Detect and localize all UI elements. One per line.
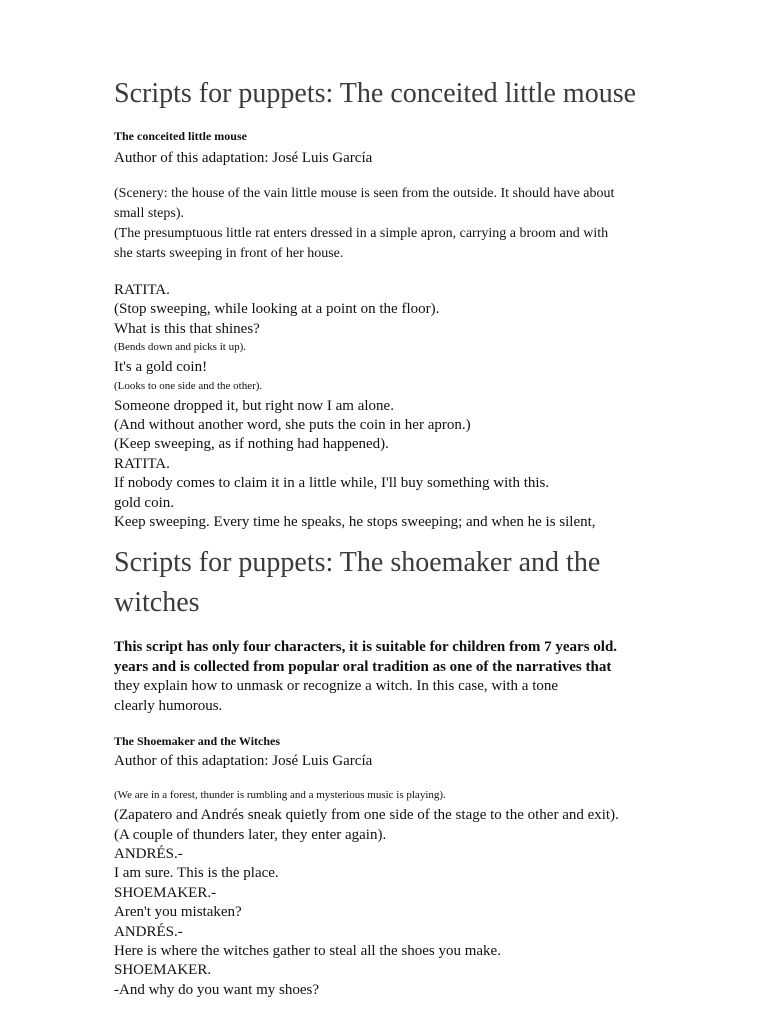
dialogue-line: It's a gold coin! bbox=[114, 359, 208, 376]
dialogue-line: RATITA. bbox=[114, 282, 170, 298]
stage-direction: (Bends down and picks it up). bbox=[114, 341, 246, 354]
dialogue-line: -And why do you want my shoes? bbox=[114, 981, 319, 998]
dialogue-line: ANDRÉS.- bbox=[114, 845, 183, 862]
stage-direction: (We are in a forest, thunder is rumbling and a mysterious music is playing). bbox=[114, 789, 446, 802]
author-line-mouse: Author of this adaptation: José Luis García bbox=[114, 150, 373, 166]
dialogue-line: What is this that shines? bbox=[114, 320, 260, 337]
dialogue-line: (Keep sweeping, as if nothing had happened). bbox=[114, 436, 389, 453]
dialogue-line: (And without another word, she puts the coin in her apron.) bbox=[114, 417, 471, 434]
section-title-shoemaker bbox=[114, 543, 654, 623]
dialogue-line: (Stop sweeping, while looking at a point on the floor). bbox=[114, 301, 440, 318]
section-title-line: witches bbox=[114, 587, 200, 619]
dialogue-line: (A couple of thunders later, they enter again). bbox=[114, 826, 387, 843]
stage-direction: (Looks to one side and the other). bbox=[114, 379, 263, 392]
scenery-paragraph bbox=[114, 184, 654, 224]
section-title-mouse: Scripts for puppets: The conceited little mouse bbox=[114, 78, 637, 109]
script-subtitle-shoemaker: The Shoemaker and the Witches bbox=[114, 734, 281, 749]
description-line: years and is collected from popular oral tradition as one of the narratives that bbox=[114, 658, 612, 675]
scenery-line: (Scenery: the house of the vain little mouse is seen from the outside. It should have about bbox=[114, 186, 615, 201]
author-line-shoemaker: Author of this adaptation: José Luis García bbox=[114, 753, 373, 770]
intro-paragraph bbox=[114, 224, 654, 264]
intro-line: she starts sweeping in front of her house. bbox=[114, 246, 344, 261]
dialogue-line: If nobody comes to claim it in a little while, I'll buy something with this. bbox=[114, 475, 550, 492]
dialogue-block-shoemaker bbox=[114, 787, 654, 1000]
dialogue-line: I am sure. This is the place. bbox=[114, 865, 279, 882]
dialogue-line: ANDRÉS.- bbox=[114, 923, 183, 940]
description-line: This script has only four characters, it is suitable for children from 7 years old. bbox=[114, 639, 618, 656]
dialogue-block-mouse bbox=[114, 281, 654, 532]
script-subtitle-mouse: The conceited little mouse bbox=[114, 129, 247, 143]
dialogue-line: Someone dropped it, but right now I am alone. bbox=[114, 397, 394, 414]
dialogue-line: Here is where the witches gather to steal all the shoes you make. bbox=[114, 942, 501, 959]
dialogue-line: SHOEMAKER.- bbox=[114, 884, 217, 901]
scenery-line: small steps). bbox=[114, 206, 184, 221]
dialogue-line: RATITA. bbox=[114, 455, 170, 472]
dialogue-line: Keep sweeping. Every time he speaks, he stops sweeping; and when he is silent, bbox=[114, 514, 596, 531]
dialogue-line: Aren't you mistaken? bbox=[114, 904, 242, 921]
section-title-line: Scripts for puppets: The shoemaker and the bbox=[114, 547, 601, 579]
dialogue-line: (Zapatero and Andrés sneak quietly from one side of the stage to the other and exit). bbox=[114, 807, 619, 824]
script-description bbox=[114, 638, 654, 716]
intro-line: (The presumptuous little rat enters dressed in a simple apron, carrying a broom and with bbox=[114, 226, 609, 241]
description-line: they explain how to unmask or recognize a witch. In this case, with a tone bbox=[114, 678, 559, 695]
description-line: clearly humorous. bbox=[114, 697, 223, 714]
dialogue-line: gold coin. bbox=[114, 494, 174, 511]
document-page bbox=[114, 0, 654, 1000]
dialogue-line: SHOEMAKER. bbox=[114, 962, 212, 979]
